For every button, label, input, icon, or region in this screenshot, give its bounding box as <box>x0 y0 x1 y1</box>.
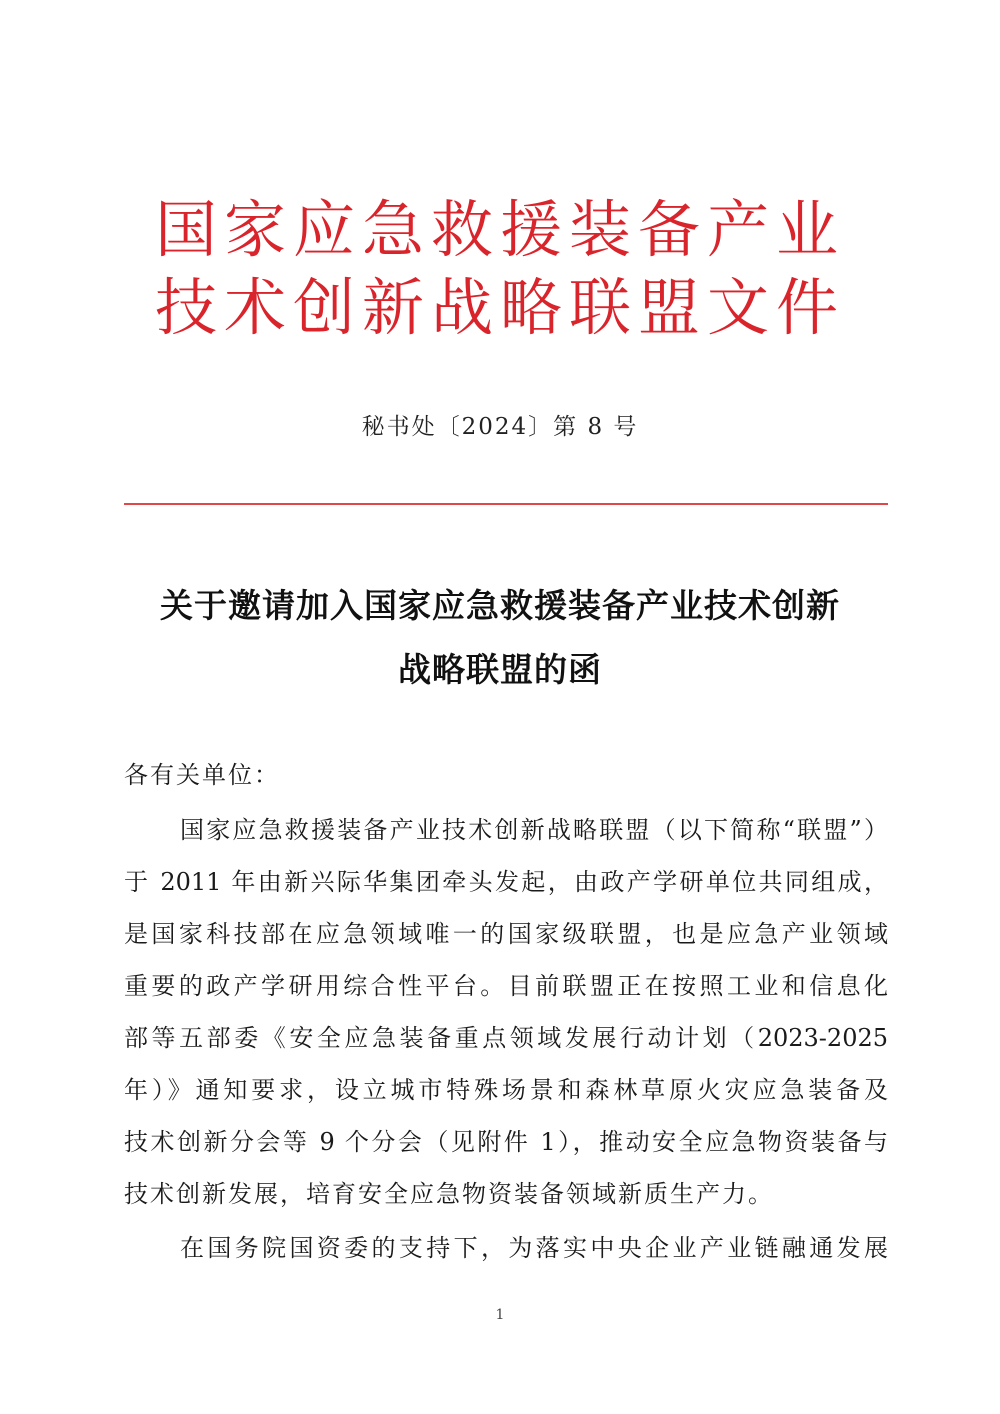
letter-title-line1: 关于邀请加入国家应急救援装备产业技术创新 <box>160 586 840 625</box>
body-text-line: 部等五部委《安全应急装备重点领域发展行动计划（2023-2025 <box>124 1024 888 1052</box>
body-text-line: 在国务院国资委的支持下，为落实中央企业产业链融通发展 <box>180 1234 888 1262</box>
red-divider-line <box>124 503 888 505</box>
body-text-line: 年）》通知要求，设立城市特殊场景和森林草原火灾应急装备及 <box>124 1076 888 1104</box>
body-text-line: 是国家科技部在应急领域唯一的国家级联盟，也是应急产业领域 <box>124 920 888 948</box>
letter-title-line2: 战略联盟的函 <box>398 650 602 689</box>
body-text-line: 国家应急救援装备产业技术创新战略联盟（以下简称“联盟”） <box>180 816 888 844</box>
body-text-line: 重要的政产学研用综合性平台。目前联盟正在按照工业和信息化 <box>124 972 888 1000</box>
masthead-title-line2: 技术创新战略联盟文件 <box>154 271 845 344</box>
body-text-line: 技术创新分会等 9 个分会（见附件 1），推动安全应急物资装备与 <box>124 1128 888 1156</box>
masthead-title-line1: 国家应急救援装备产业 <box>154 193 845 266</box>
document-number: 秘书处〔2024〕第 8 号 <box>361 414 639 440</box>
salutation: 各有关单位： <box>124 761 280 789</box>
page-number: 1 <box>495 1307 505 1323</box>
body-text-line: 技术创新发展，培育安全应急物资装备领域新质生产力。 <box>124 1180 774 1208</box>
body-text-line: 于 2011 年由新兴际华集团牵头发起，由政产学研单位共同组成， <box>124 868 888 896</box>
